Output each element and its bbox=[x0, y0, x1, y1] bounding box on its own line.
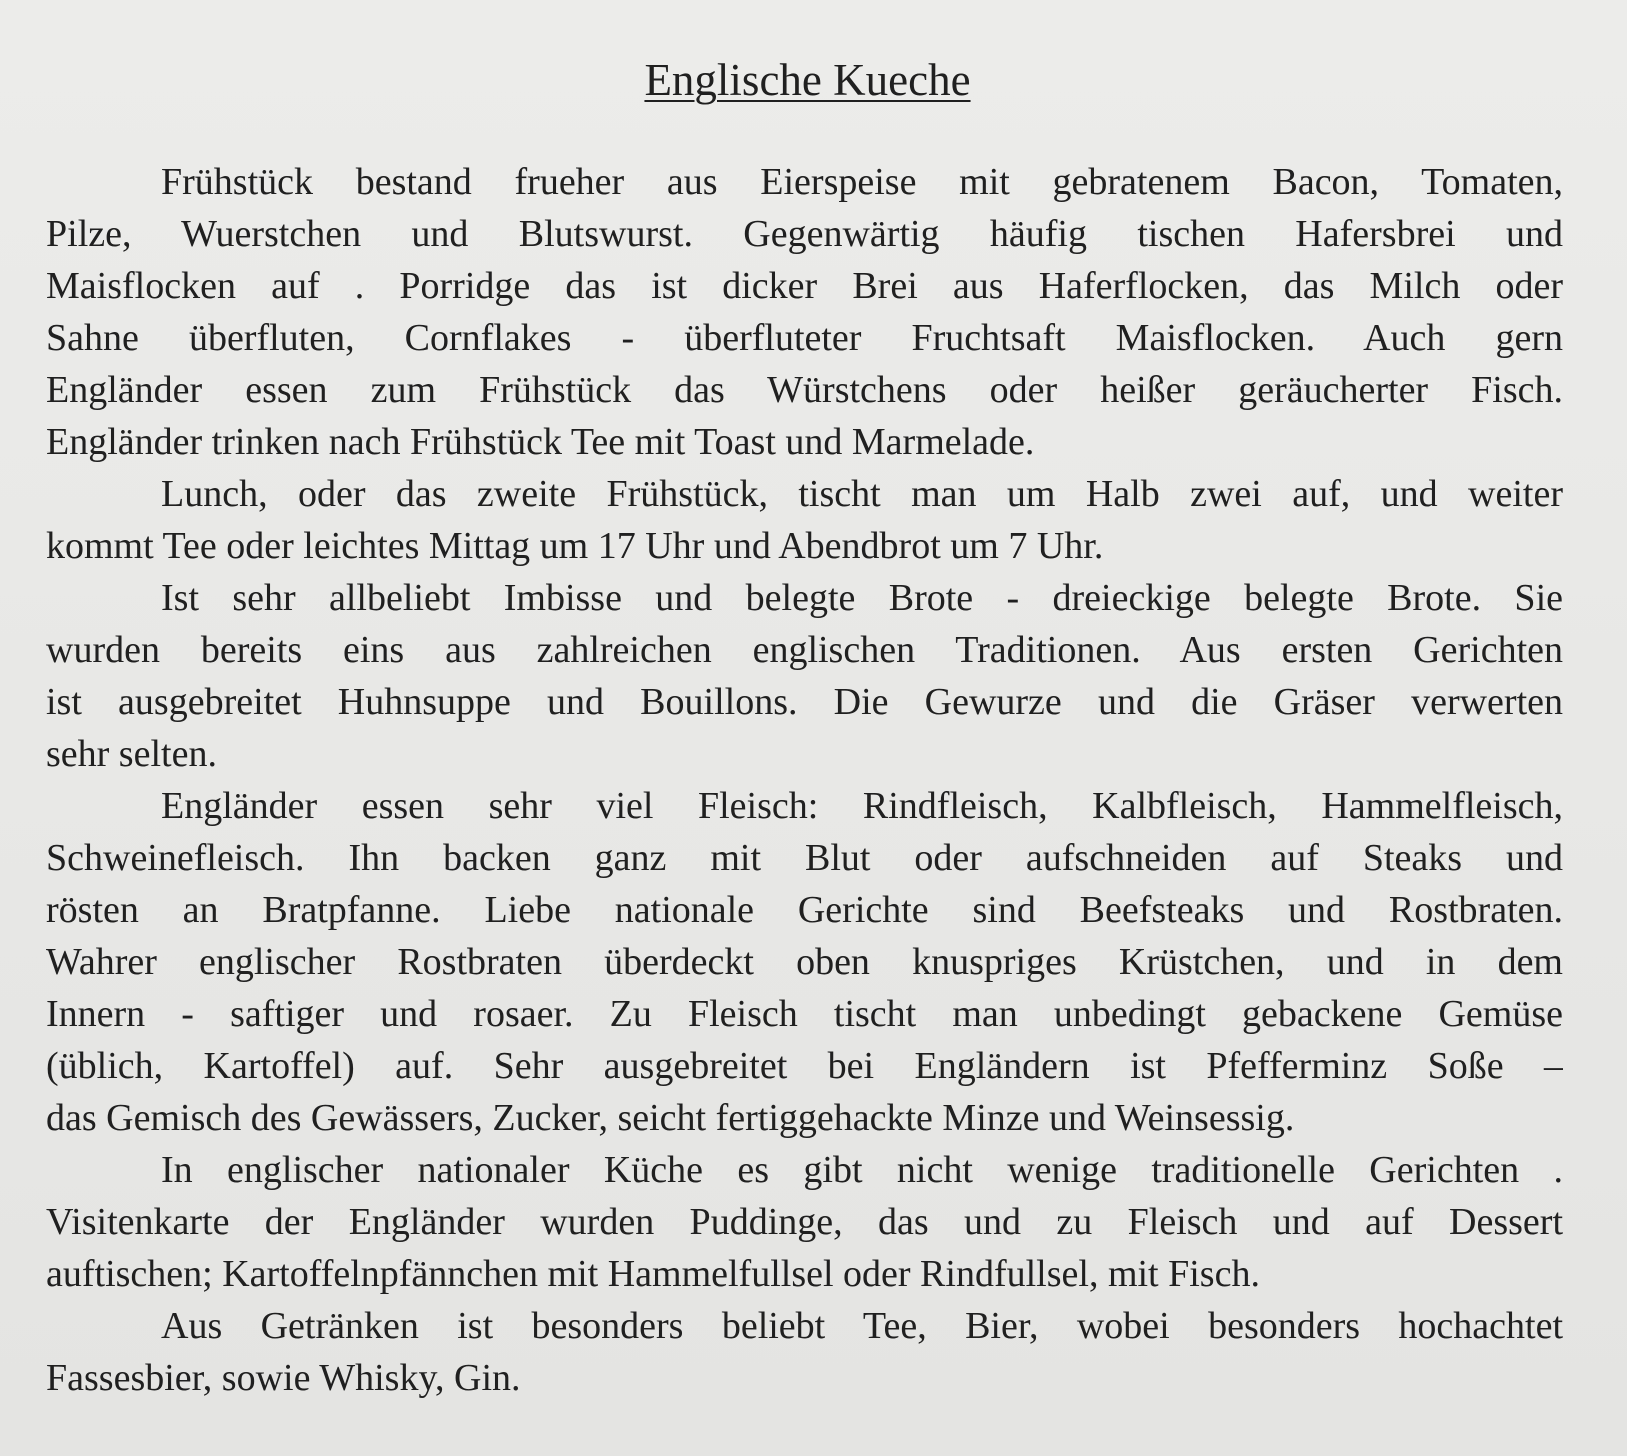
paragraph-3-line-3: ist ausgebreitet Huhnsuppe und Bouillons. Die Gewurze und die Gräser verwerten bbox=[46, 681, 1563, 723]
paragraph-4-line-1: Engländer essen sehr viel Fleisch: Rindfleisch, Kalbfleisch, Hammelfleisch, bbox=[161, 785, 1563, 827]
paragraph-4-line-3: rösten an Bratpfanne. Liebe nationale Gerichte sind Beefsteaks und Rostbraten. bbox=[46, 889, 1563, 931]
paragraph-1-line-6: Engländer trinken nach Frühstück Tee mit Toast und Marmelade. bbox=[46, 421, 1035, 463]
paragraph-1-line-5: Engländer essen zum Frühstück das Würstchens oder heißer geräucherter Fisch. bbox=[46, 369, 1563, 411]
paragraph-3-line-4: sehr selten. bbox=[46, 733, 217, 775]
paragraph-5-line-3: auftischen; Kartoffelnpfännchen mit Hammelfullsel oder Rindfullsel, mit Fisch. bbox=[46, 1253, 1260, 1295]
paragraph-4-line-2: Schweinefleisch. Ihn backen ganz mit Blut oder aufschneiden auf Steaks und bbox=[46, 837, 1563, 879]
paragraph-4-line-4: Wahrer englischer Rostbraten überdeckt oben knuspriges Krüstchen, und in dem bbox=[46, 941, 1563, 983]
paragraph-5-line-2: Visitenkarte der Engländer wurden Puddinge, das und zu Fleisch und auf Dessert bbox=[46, 1201, 1563, 1243]
paragraph-3-line-2: wurden bereits eins aus zahlreichen englischen Traditionen. Aus ersten Gerichten bbox=[46, 629, 1563, 671]
paragraph-2-line-2: kommt Tee oder leichtes Mittag um 17 Uhr und Abendbrot um 7 Uhr. bbox=[46, 525, 1104, 567]
paragraph-6-line-1: Aus Getränken ist besonders beliebt Tee, Bier, wobei besonders hochachtet bbox=[161, 1305, 1563, 1347]
paragraph-4-line-6: (üblich, Kartoffel) auf. Sehr ausgebreitet bei Engländern ist Pfefferminz Soße – bbox=[46, 1045, 1563, 1087]
paragraph-1-line-2: Pilze, Wuerstchen und Blutswurst. Gegenwärtig häufig tischen Hafersbrei und bbox=[46, 213, 1563, 255]
paragraph-2-line-1: Lunch, oder das zweite Frühstück, tischt man um Halb zwei auf, und weiter bbox=[161, 473, 1563, 515]
document-title: Englische Kueche bbox=[644, 55, 971, 105]
paragraph-1-line-4: Sahne überfluten, Cornflakes - überfluteter Fruchtsaft Maisflocken. Auch gern bbox=[46, 317, 1563, 359]
paragraph-1-line-3: Maisflocken auf . Porridge das ist dicker Brei aus Haferflocken, das Milch oder bbox=[46, 265, 1563, 307]
paragraph-4-line-7: das Gemisch des Gewässers, Zucker, seicht fertiggehackte Minze und Weinsessig. bbox=[46, 1097, 1295, 1139]
paragraph-4-line-5: Innern - saftiger und rosaer. Zu Fleisch tischt man unbedingt gebackene Gemüse bbox=[46, 993, 1563, 1035]
paragraph-1-line-1: Frühstück bestand frueher aus Eierspeise mit gebratenem Bacon, Tomaten, bbox=[161, 161, 1563, 203]
paragraph-3-line-1: Ist sehr allbeliebt Imbisse und belegte Brote - dreieckige belegte Brote. Sie bbox=[161, 577, 1563, 619]
document-body bbox=[46, 156, 1563, 1404]
paragraph-5-line-1: In englischer nationaler Küche es gibt nicht wenige traditionelle Gerichten . bbox=[161, 1149, 1563, 1191]
paragraph-6-line-2: Fassesbier, sowie Whisky, Gin. bbox=[46, 1357, 521, 1399]
